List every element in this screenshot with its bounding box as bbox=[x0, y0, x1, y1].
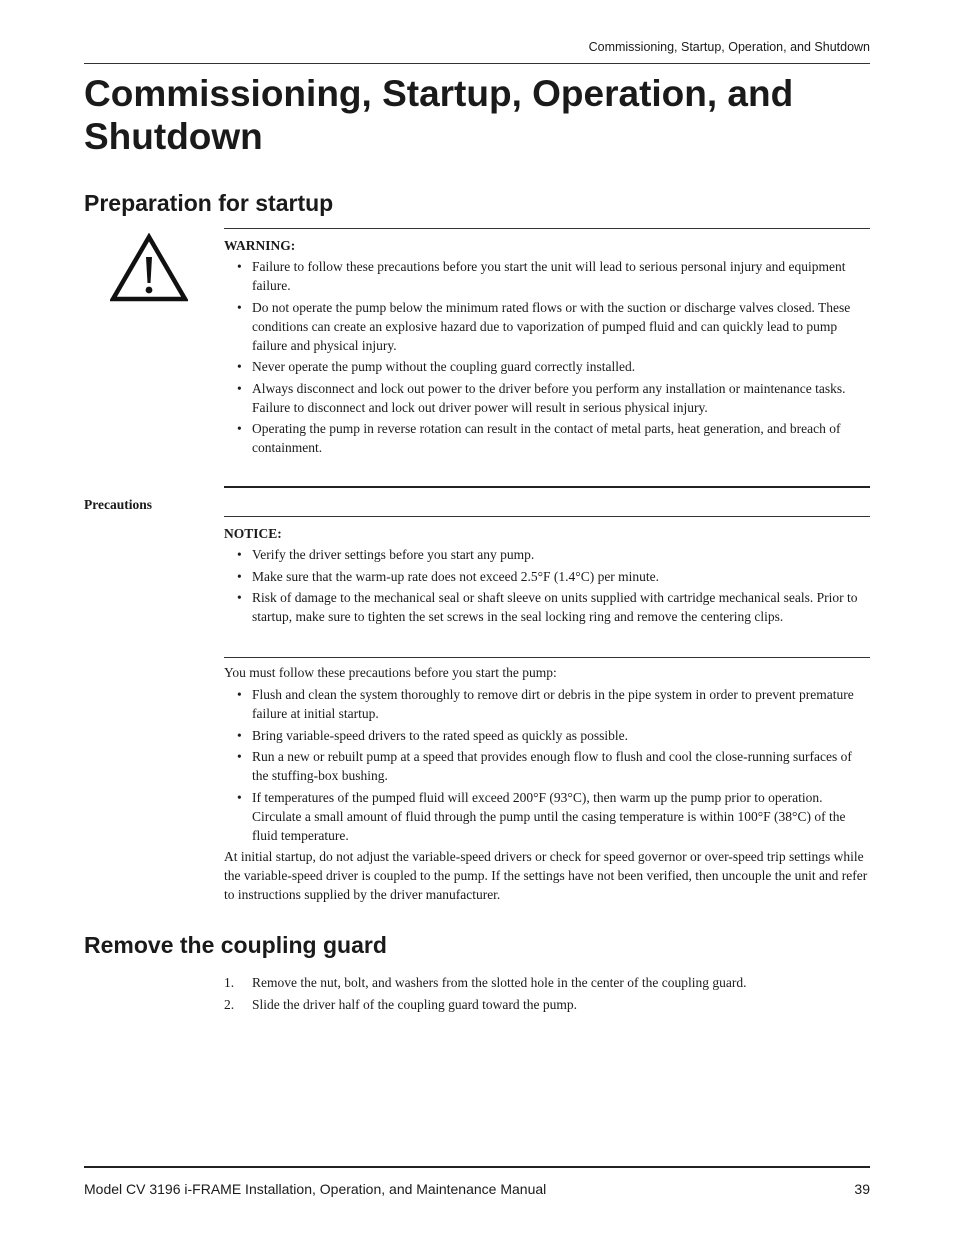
precautions-label: Precautions bbox=[84, 497, 152, 512]
notice-top-rule bbox=[224, 516, 870, 517]
precautions-closing: At initial startup, do not adjust the variable-speed drivers or check for speed governor or over-speed trip settings while the variable-speed driver is coupled to the pump. If the settings have not been verified, then uncouple the unit and refer to instructions supplied by the driver manufacturer. bbox=[224, 849, 868, 902]
notice-item: • Risk of damage to the mechanical seal or shaft sleeve on units supplied with cartridge mechanical seals. Prior to startup, make sure to tighten the set screws in the seal locking ring and remove the centering clips. bbox=[224, 588, 870, 626]
step-number: 1. bbox=[224, 975, 235, 990]
notice-block bbox=[224, 526, 870, 629]
warning-label: WARNING: bbox=[224, 238, 296, 253]
warning-block bbox=[224, 238, 870, 460]
precautions-list bbox=[224, 685, 870, 845]
step-number: 2. bbox=[224, 997, 235, 1012]
step-item bbox=[224, 995, 870, 1014]
notice-item: • Verify the driver settings before you start any pump. bbox=[224, 545, 870, 564]
notice-bottom-rule bbox=[224, 657, 870, 658]
precaution-item: • Flush and clean the system thoroughly to remove dirt or debris in the pipe system in order to prevent premature failure at initial startup. bbox=[224, 685, 870, 723]
warning-top-rule bbox=[224, 228, 870, 229]
section-heading-preparation: Preparation for startup bbox=[84, 190, 334, 216]
step-item bbox=[224, 973, 870, 992]
running-header-title: Commissioning, Startup, Operation, and Shutdown bbox=[588, 40, 870, 54]
warning-bottom-rule bbox=[224, 486, 870, 488]
warning-item: • Never operate the pump without the coupling guard correctly installed. bbox=[224, 357, 870, 376]
warning-item: • Operating the pump in reverse rotation can result in the contact of metal parts, heat generation, and breach of containment. bbox=[224, 419, 870, 457]
notice-list bbox=[224, 545, 870, 626]
running-header bbox=[84, 40, 870, 64]
precaution-item: • Bring variable-speed drivers to the rated speed as quickly as possible. bbox=[224, 726, 870, 745]
chapter-title: Commissioning, Startup, Operation, and Shutdown bbox=[84, 73, 794, 157]
footer-manual-title: Model CV 3196 i-FRAME Installation, Operation, and Maintenance Manual bbox=[84, 1181, 547, 1197]
steps-list bbox=[224, 973, 870, 1014]
step-text: Remove the nut, bolt, and washers from the slotted hole in the center of the coupling guard. bbox=[252, 975, 747, 990]
precautions-body bbox=[224, 663, 870, 904]
coupling-guard-steps bbox=[224, 973, 870, 1017]
notice-label: NOTICE: bbox=[224, 526, 282, 541]
footer-rule bbox=[84, 1166, 870, 1168]
step-text: Slide the driver half of the coupling guard toward the pump. bbox=[252, 997, 578, 1012]
page-number: 39 bbox=[854, 1181, 870, 1197]
section-heading-coupling-guard: Remove the coupling guard bbox=[84, 932, 387, 958]
warning-item: • Failure to follow these precautions before you start the unit will lead to serious personal injury and equipment failure. bbox=[224, 257, 870, 295]
warning-list bbox=[224, 257, 870, 457]
precaution-item: • If temperatures of the pumped fluid will exceed 200°F (93°C), then warm up the pump prior to operation. Circulate a small amount of fluid through the pump until the casing temperature is within 100°F (38°C) of the fluid temperature. bbox=[224, 788, 870, 845]
precaution-item: • Run a new or rebuilt pump at a speed that provides enough flow to flush and cool the close-running surfaces of the stuffing-box bushing. bbox=[224, 747, 870, 785]
precautions-intro: You must follow these precautions before you start the pump: bbox=[224, 665, 557, 680]
warning-item: • Always disconnect and lock out power to the driver before you perform any installation or maintenance tasks. Failure to disconnect and lock out driver power will result in serious physical injury. bbox=[224, 379, 870, 417]
warning-item: • Do not operate the pump below the minimum rated flows or with the suction or discharge valves closed. These conditions can create an explosive hazard due to vaporization of pumped fluid and can quickly lead to pump failure and physical injury. bbox=[224, 298, 870, 355]
warning-triangle-icon bbox=[110, 233, 188, 303]
notice-item: • Make sure that the warm-up rate does not exceed 2.5°F (1.4°C) per minute. bbox=[224, 567, 870, 586]
